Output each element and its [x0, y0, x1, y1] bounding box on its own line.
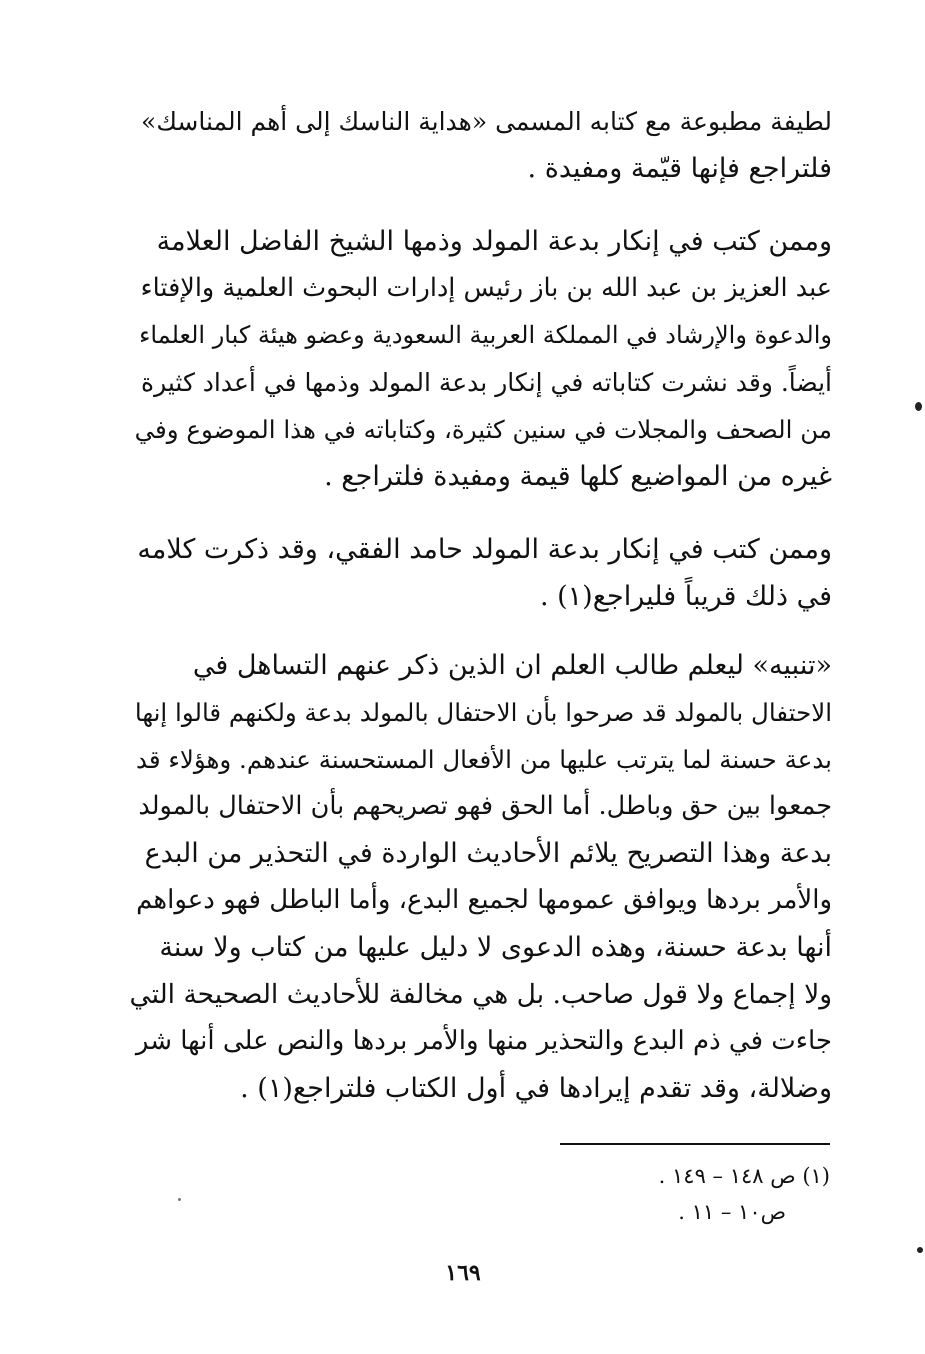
text-line: جاءت في ذم البدع والتحذير منها والأمر بردها والنص على أنها شر — [135, 1026, 832, 1056]
footnotes — [560, 1158, 830, 1230]
footnote-divider — [560, 1143, 830, 1145]
text-line: أنها بدعة حسنة، وهذه الدعوى لا دليل عليها من كتاب ولا سنة — [159, 932, 832, 963]
text-line: «تنبيه» ليعلم طالب العلم ان الذين ذكر عنهم التساهل في — [192, 650, 832, 681]
text-line: في ذلك قريباً فليراجع(١) . — [539, 581, 832, 612]
text-line: وممن كتب في إنكار بدعة المولد حامد الفقي، وقد ذكرت كلامه — [137, 534, 832, 565]
text-line: بدعة حسنة لما يترتب عليها من الأفعال المستحسنة عندهم. وهؤلاء قد — [135, 745, 832, 774]
scan-speck — [915, 402, 922, 411]
paragraph-3 — [130, 526, 832, 620]
footnote-1: (١) ص ١٤٨ – ١٤٩ . — [658, 1164, 830, 1188]
text-line: عبد العزيز بن عبد الله بن باز رئيس إدارات البحوث العلمية والإفتاء — [140, 273, 832, 303]
paragraph-1 — [130, 98, 832, 192]
scan-speck — [917, 1247, 923, 1253]
text-line: غيره من المواضيع كلها قيمة ومفيدة فلتراجع . — [324, 461, 832, 492]
paragraph-2 — [130, 218, 832, 500]
text-line: بدعة وهذا التصريح يلائم الأحاديث الواردة في التحذير من البدع — [144, 838, 832, 869]
text-line: والدعوة والإرشاد في المملكة العربية السعودية وعضو هيئة كبار العلماء — [139, 321, 832, 349]
text-line: أيضاً. وقد نشرت كتاباته في إنكار بدعة المولد وذمها في أعداد كثيرة — [140, 368, 832, 397]
text-line: وممن كتب في إنكار بدعة المولد وذمها الشيخ الفاضل العلامة — [156, 226, 832, 257]
text-line: الاحتفال بالمولد قد صرحوا بأن الاحتفال بالمولد بدعة ولكنهم قالوا إنها — [134, 698, 832, 727]
text-line: من الصحف والمجلات في سنين كثيرة، وكتاباته في هذا الموضوع وفي — [134, 415, 832, 444]
text-line: ولا إجماع ولا قول صاحب. بل هي مخالفة للأحاديث الصحيحة التي — [130, 979, 832, 1010]
text-line: لطيفة مطبوعة مع كتابه المسمى «هداية الناسك إلى أهم المناسك» — [141, 107, 832, 136]
scan-speck — [178, 1198, 181, 1201]
text-line: جمعوا بين حق وباطل. أما الحق فهو تصريحهم بأن الاحتفال بالمولد — [138, 791, 832, 821]
text-line: فلتراجع فإنها قيّمة ومفيدة . — [527, 153, 832, 184]
footnote-2: ص١٠ – ١١ . — [678, 1200, 786, 1224]
text-line: والأمر بردها ويوافق عمومها لجميع البدع، وأما الباطل فهو دعواهم — [136, 885, 832, 915]
page-number: ١٦٩ — [445, 1260, 481, 1286]
text-line: وضلالة، وقد تقدم إيرادها في أول الكتاب فلتراجع(١) . — [240, 1073, 832, 1104]
paragraph-4 — [130, 642, 832, 1112]
